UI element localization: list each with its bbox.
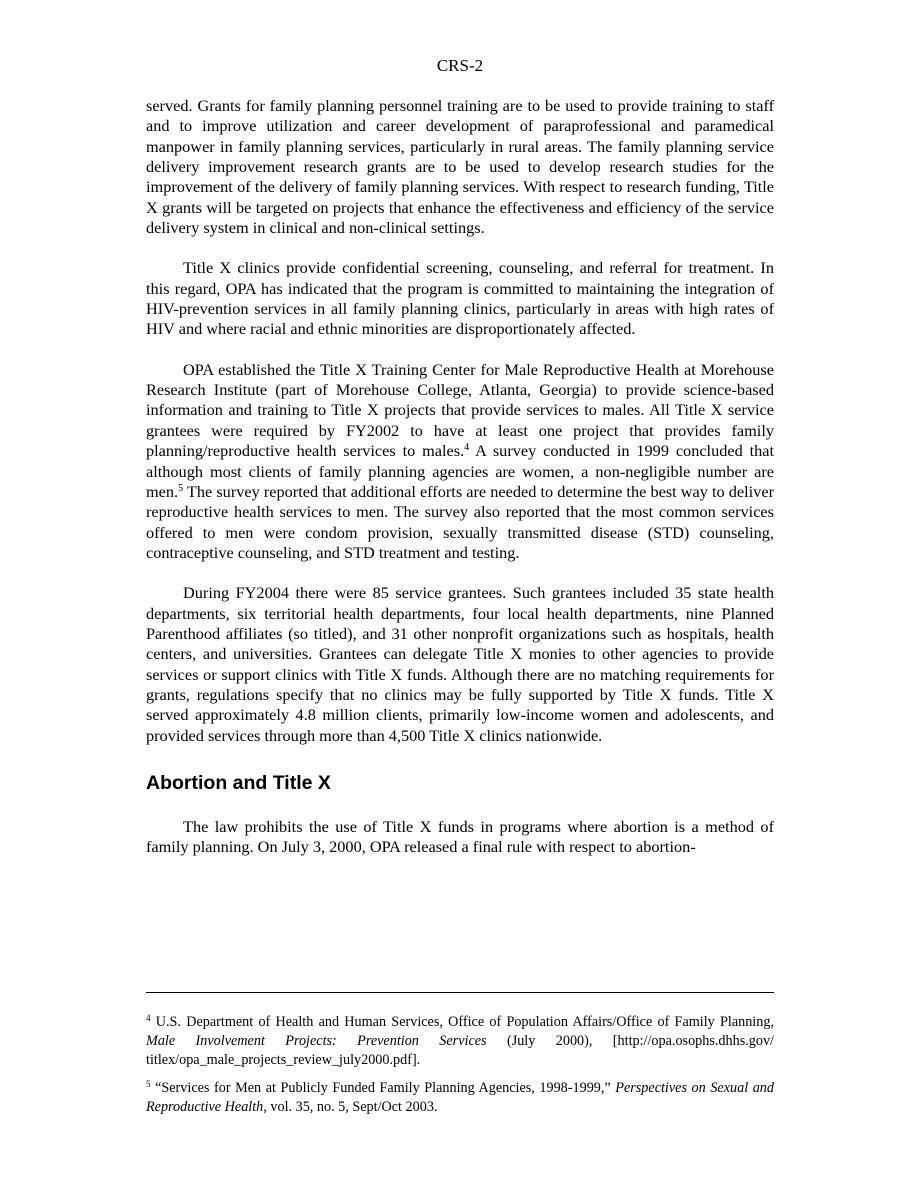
footnote-text: , vol. 35, no. 5, Sept/Oct 2003. — [263, 1099, 438, 1115]
paragraph-3-part-1: OPA established the Title X Training Center for Male Reproductive Health at Morehouse Research Institute (part of Morehouse College, Atlanta, Georgia) to provide science-based information and training to Title X projects that provide services to males. All Title X service grantees were required by FY2002 to have at least one project that provides family planning/reproductive health services to males. — [146, 359, 774, 461]
footnote-ref-4: 4 — [464, 442, 470, 454]
paragraph-2: Title X clinics provide confidential screening, counseling, and referral for treatment. In this regard, OPA has indicated that the program is committed to maintaining the integration of HIV-prevention services in all family planning clinics, particularly in areas with high rates of HIV and where racial and ethnic minorities are disproportionately affected. — [146, 258, 774, 339]
footnote-text: (July 2000), [http://opa.osophs.dhhs.gov/ titlex/opa_male_projects_review_july2000.pdf]. — [146, 1033, 774, 1068]
footnote-marker: 4 — [146, 1013, 151, 1023]
footnote-marker: 5 — [146, 1079, 151, 1089]
footnote-text: “Services for Men at Publicly Funded Family Planning Agencies, 1998-1999,” — [150, 1080, 616, 1096]
section-heading: Abortion and Title X — [146, 771, 331, 794]
footnote-5 — [146, 1079, 774, 1117]
paragraph-3-part-2: A survey conducted in 1999 concluded that although most clients of family planning agencies are women, a non-negligible number are men. — [146, 441, 775, 501]
paragraph-1: served. Grants for family planning personnel training are to be used to provide training to staff and to improve utilization and career development of paraprofessional and paramedical manpower in family planning services, particularly in rural areas. The family planning service delivery improvement research grants are to be used to develop research studies for the improvement of the delivery of family planning services. With respect to research funding, Title X grants will be targeted on projects that enhance the effectiveness and efficiency of the service delivery system in clinical and non-clinical settings. — [146, 96, 774, 238]
body-text — [146, 96, 774, 878]
page-header — [146, 56, 774, 76]
footnote-ref-5: 5 — [178, 482, 184, 494]
footnote-italic-title: Perspectives on Sexual and Reproductive Health — [146, 1080, 774, 1115]
page-number: CRS-2 — [436, 56, 484, 75]
footnote-italic-title: Male Involvement Projects: Prevention Services — [146, 1033, 487, 1049]
footnote-divider — [146, 992, 774, 993]
footnote-4 — [146, 1013, 774, 1070]
section-paragraph: The law prohibits the use of Title X funds in programs where abortion is a method of family planning. On July 3, 2000, OPA released a final rule with respect to abortion- — [146, 816, 774, 857]
footnotes — [146, 1013, 774, 1126]
paragraph-3-part-3: The survey reported that additional efforts are needed to determine the best way to deliver reproductive health services to men. The survey also reported that the most common services offered to men were condom provision, sexually transmitted disease (STD) counseling, contraceptive counseling, and STD treatment and testing. — [146, 481, 774, 562]
footnote-text: U.S. Department of Health and Human Services, Office of Population Affairs/Office of Family Planning, — [150, 1014, 774, 1030]
paragraph-3 — [146, 360, 774, 563]
paragraph-4: During FY2004 there were 85 service grantees. Such grantees included 35 state health departments, six territorial health departments, four local health departments, nine Planned Parenthood affiliates (so titled), and 31 other nonprofit organizations such as hospitals, health centers, and universities. Grantees can delegate Title X monies to other agencies to provide services or support clinics with Title X funds. Although there are no matching requirements for grants, regulations specify that no clinics may be fully supported by Title X funds. Title X served approximately 4.8 million clients, primarily low-income women and adolescents, and provided services through more than 4,500 Title X clinics nationwide. — [146, 583, 774, 745]
